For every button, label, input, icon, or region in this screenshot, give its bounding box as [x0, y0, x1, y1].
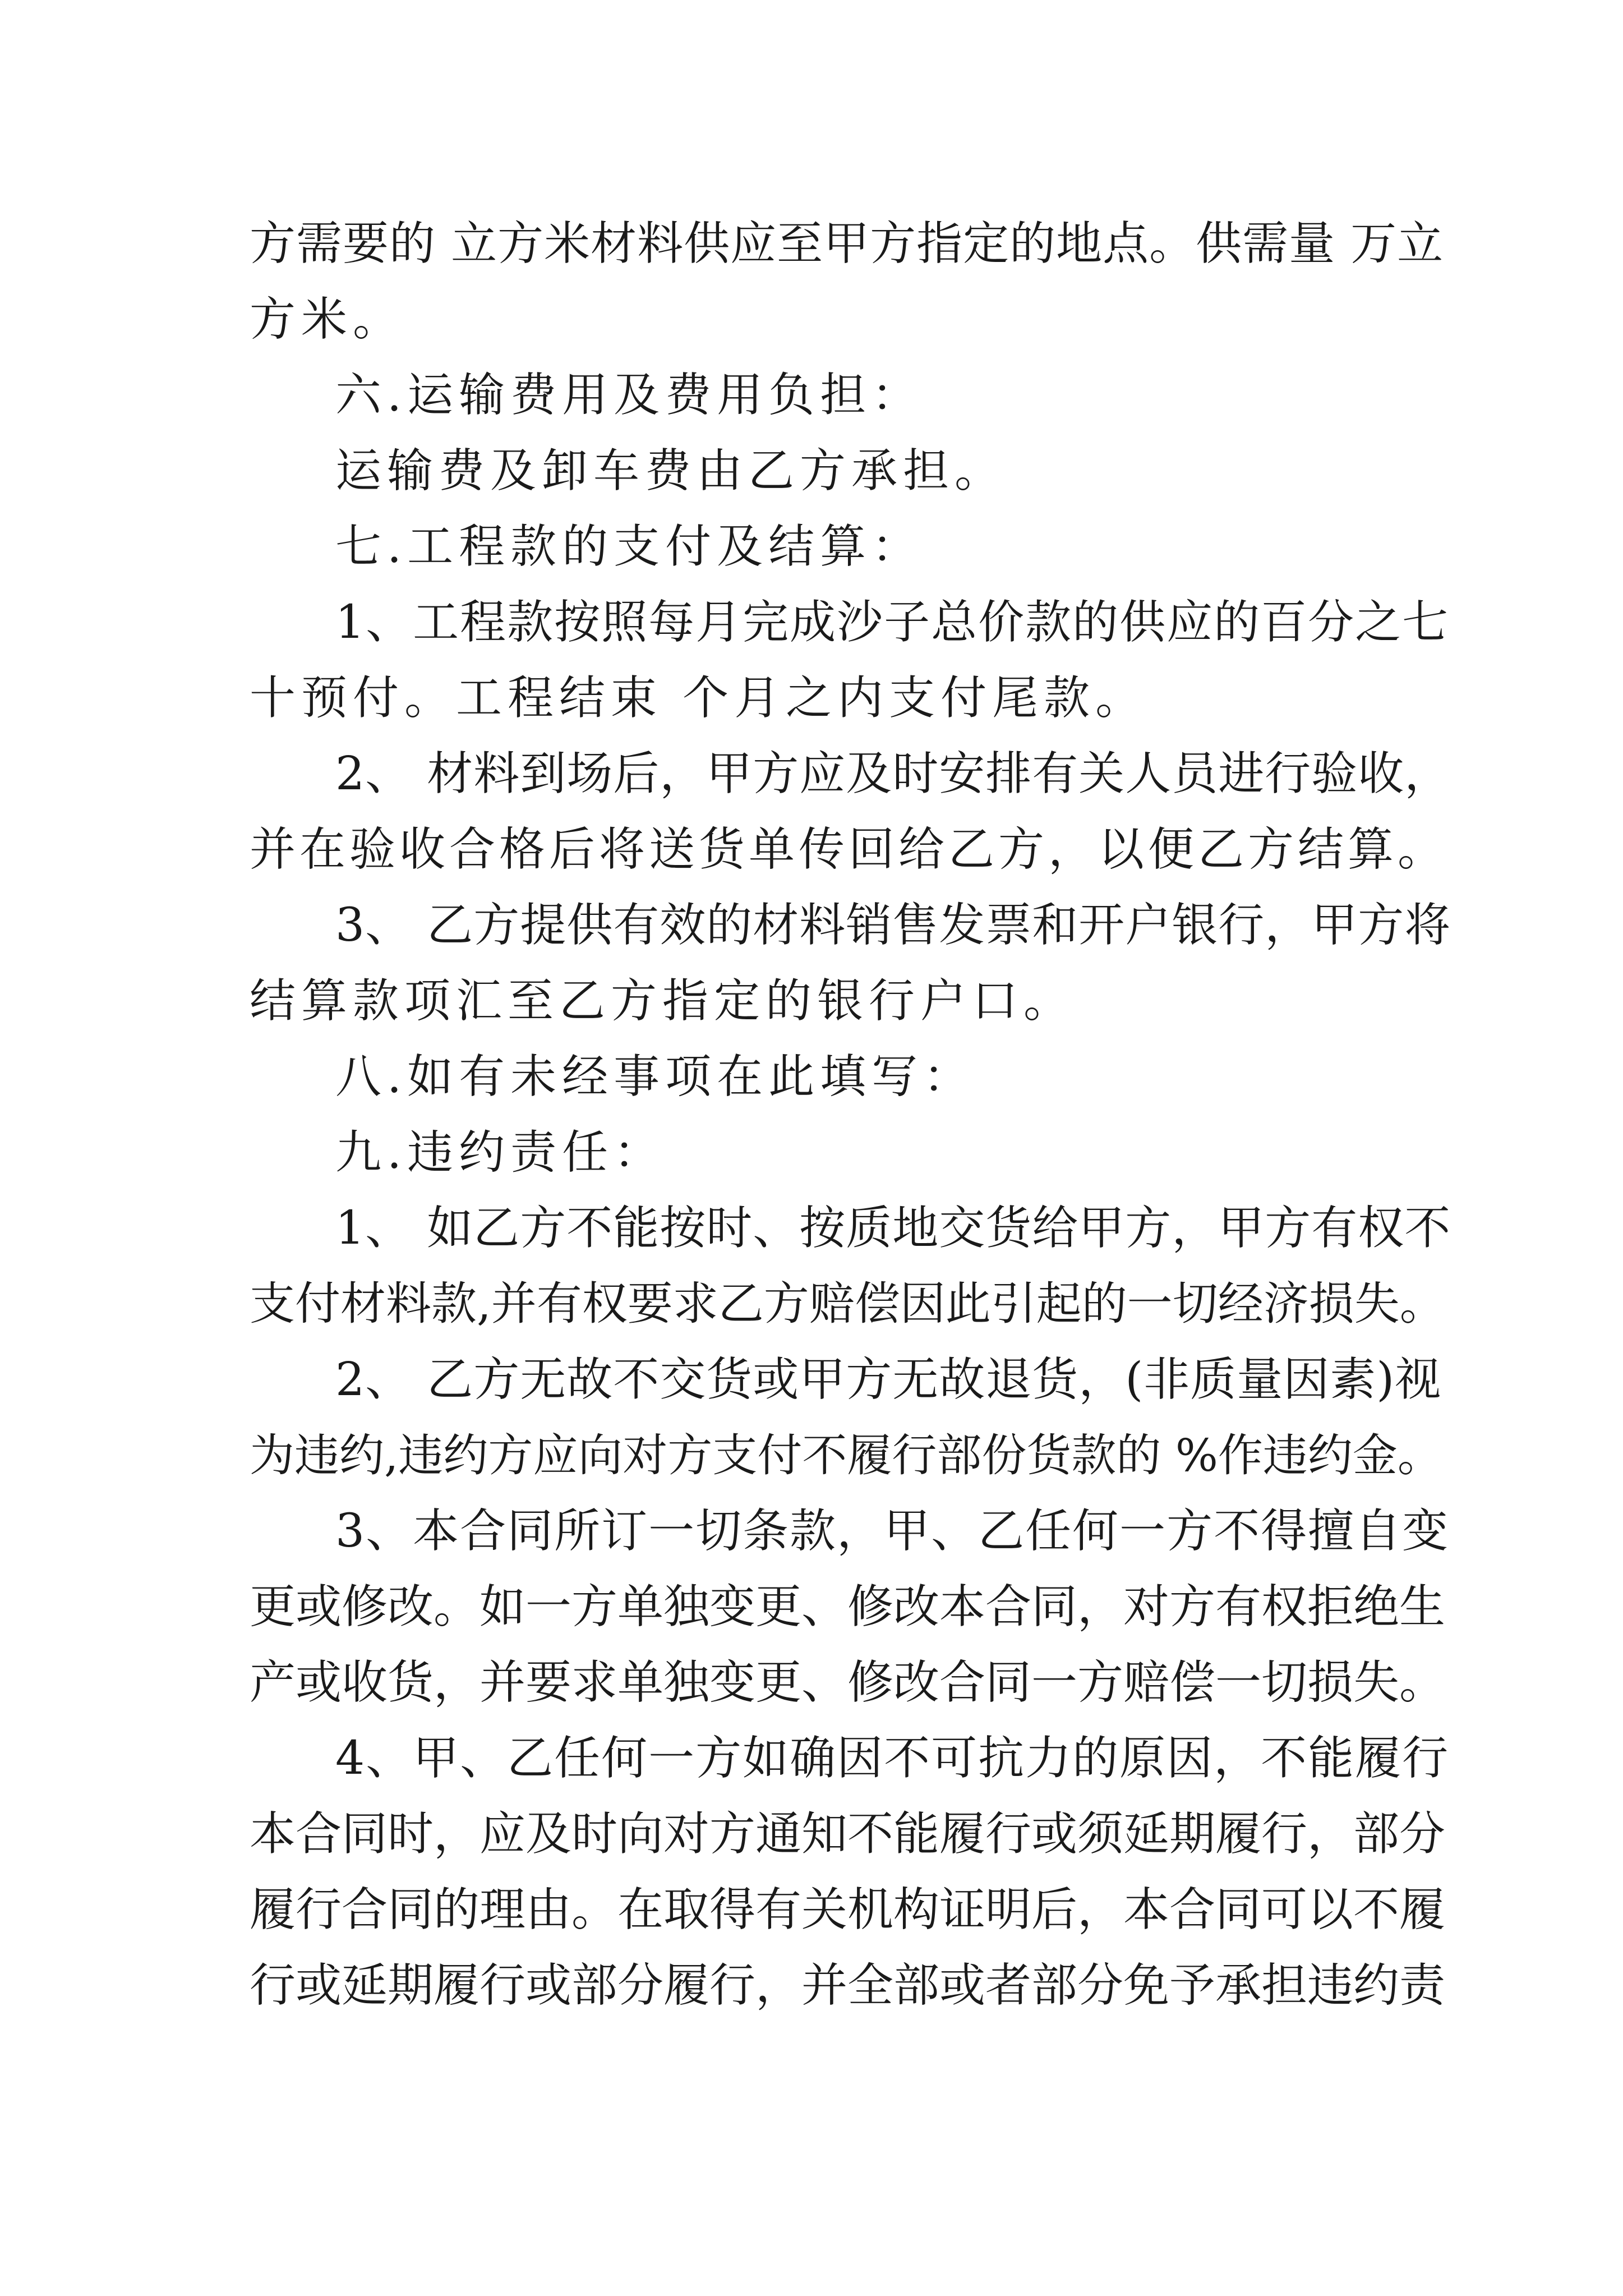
clause-9-1: 1、 如乙方不能按时、按质地交货给甲方，甲方有权不: [335, 1202, 1451, 1255]
clause-7-2: 2、 材料到场后，甲方应及时安排有关人员进行验收，: [335, 747, 1451, 800]
text-line-19: 更或修改。如一方单独变更、修改本合同，对方有权拒绝生: [250, 1580, 1446, 1634]
section-heading-7: 七.工程款的支付及结算：: [335, 520, 924, 573]
text-line-7: 十预付。工程结束 个月之内支付尾款。: [250, 671, 1147, 725]
section-heading-9: 九.违约责任：: [335, 1126, 666, 1179]
text-line-20: 产或收货，并要求单独变更、修改合同一方赔偿一切损失。: [250, 1656, 1446, 1709]
clause-9-4: 4、甲、乙任何一方如确因不可抗力的原因，不能履行: [335, 1732, 1450, 1785]
text-line-9: 并在验收合格后将送货单传回给乙方，以便乙方结算。: [250, 823, 1448, 876]
text-line-24: 行或延期履行或部分履行，并全部或者部分免予承担违约责: [250, 1959, 1446, 2012]
clause-7-1: 1、工程款按照每月完成沙子总价款的供应的百分之七: [335, 596, 1450, 649]
section-heading-8: 八.如有未经事项在此填写：: [335, 1050, 975, 1103]
text-line-11: 结算款项汇至乙方指定的银行户口。: [250, 974, 1076, 1028]
text-line-22: 本合同时，应及时向对方通知不能履行或须延期履行，部分: [250, 1807, 1446, 1861]
text-line-15: 支付材料款,并有权要求乙方赔偿因此引起的一切经济损失。: [250, 1278, 1445, 1331]
clause-9-2: 2、 乙方无故不交货或甲方无故退货，(非质量因素)视: [335, 1353, 1442, 1406]
clause-7-3: 3、 乙方提供有效的材料销售发票和开户银行，甲方将: [335, 899, 1451, 952]
clause-9-3: 3、本合同所订一切条款，甲、乙任何一方不得擅自变: [335, 1504, 1450, 1558]
text-line-2: 方米。: [250, 293, 405, 346]
text-line-23: 履行合同的理由。在取得有关机构证明后，本合同可以不履: [250, 1883, 1446, 1936]
text-line-1: 方需要的 立方米材料供应至甲方指定的地点。供需量 万立: [250, 217, 1444, 270]
text-line-4: 运输费及卸车费由乙方承担。: [335, 444, 1007, 498]
section-heading-6: 六.运输费用及费用负担：: [335, 369, 924, 422]
text-line-17: 为违约,违约方应向对方支付不履行部份货款的 %作违约金。: [250, 1429, 1442, 1481]
